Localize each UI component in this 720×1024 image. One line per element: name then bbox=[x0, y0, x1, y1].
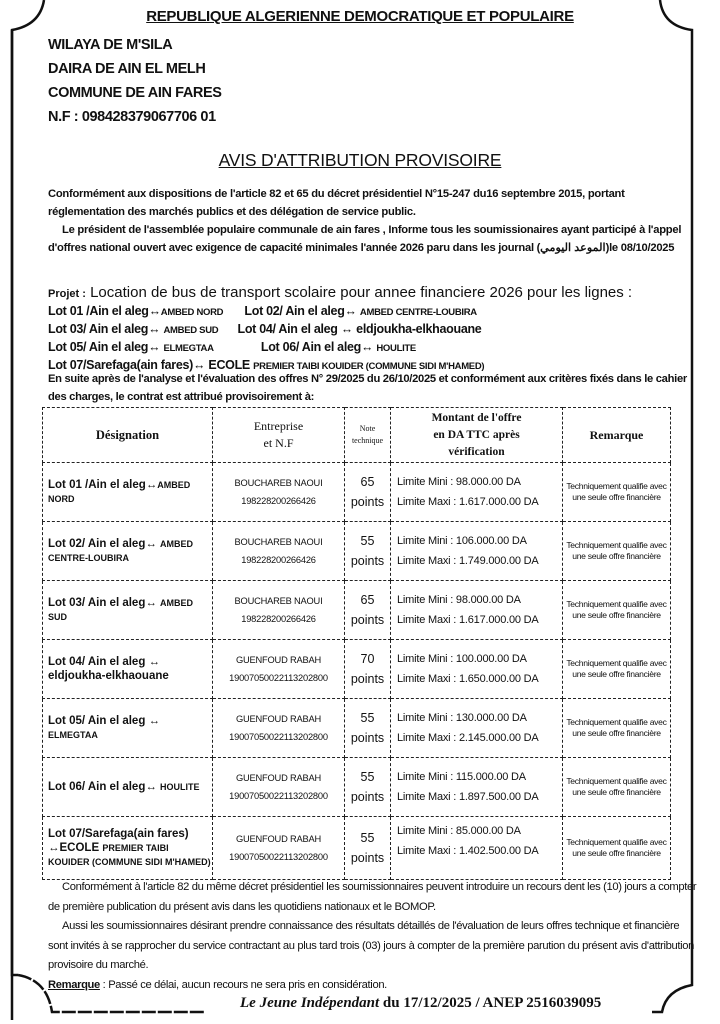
lot-item: Lot 01 /Ain el aleg↔AMBED NORD bbox=[48, 304, 224, 318]
wilaya-line: WILAYA DE M'SILA bbox=[48, 37, 173, 53]
cell-remarque: Techniquement qualifie avec une seule offre financière bbox=[563, 522, 671, 581]
remarque-label: Remarque bbox=[48, 978, 100, 991]
projet-label: Projet : bbox=[48, 288, 86, 300]
lots-list bbox=[48, 303, 708, 375]
cell-montant: Limite Mini : 130.000.00 DA Limite Maxi : 2.145.000.00 DA bbox=[391, 699, 563, 758]
cell-remarque: Techniquement qualifie avec une seule offre financière bbox=[563, 699, 671, 758]
cell-remarque: Techniquement qualifie avec une seule offre financière bbox=[563, 463, 671, 522]
intro-paragraph-2: Le président de l'assemblée populaire communale de ain fares , Informe tous les soumissionaires ayant participé à l'appel d'offres national ouvert avec exigence de capacité minimales l'année 2026 paru dans les journal (الموعد اليومي)le 08/10/2025 bbox=[48, 224, 682, 254]
cell-montant: Limite Mini : 100.000.00 DA Limite Maxi : 1.650.000.00 DA bbox=[391, 640, 563, 699]
col-note-technique: Note technique bbox=[345, 408, 391, 463]
table-header-row bbox=[43, 408, 671, 463]
publication-source bbox=[240, 995, 601, 1012]
cell-entreprise: GUENFOUD RABAH 19007050022113202800 bbox=[213, 640, 345, 699]
col-montant: Montant de l'offre en DA TTC après vérification bbox=[391, 408, 563, 463]
cell-remarque: Techniquement qualifie avec une seule offre financière bbox=[563, 758, 671, 817]
cell-note: 55 points bbox=[345, 758, 391, 817]
cell-designation: Lot 04/ Ain el aleg ↔ eldjoukha-elkhaouane bbox=[43, 640, 213, 699]
cell-montant: Limite Mini : 98.000.00 DA Limite Maxi : 1.617.000.00 DA bbox=[391, 581, 563, 640]
cell-designation: Lot 02/ Ain el aleg↔ AMBED CENTRE-LOUBIRA bbox=[43, 522, 213, 581]
newspaper-name: Le Jeune Indépendant bbox=[240, 995, 380, 1011]
administrative-header bbox=[48, 33, 222, 129]
cell-designation: Lot 05/ Ain el aleg ↔ ELMEGTAA bbox=[43, 699, 213, 758]
lot-item: Lot 03/ Ain el aleg↔ AMBED SUD bbox=[48, 322, 219, 336]
col-remarque: Remarque bbox=[563, 408, 671, 463]
lot-item: Lot 04/ Ain el aleg ↔ eldjoukha-elkhaouane bbox=[237, 322, 482, 336]
projet-text: Location de bus de transport scolaire pour annee financiere 2026 pour les lignes : bbox=[90, 284, 633, 301]
attribution-table bbox=[42, 407, 671, 880]
table-row bbox=[43, 758, 671, 817]
lots-row-2 bbox=[48, 321, 708, 339]
cell-entreprise: GUENFOUD RABAH 19007050022113202800 bbox=[213, 758, 345, 817]
closing-paragraph-1: Conformément à l'article 82 du même décret présidentiel les soumissionnaires peuvent introduire un recours dent les (10) jours a compter de première publication du présent avis dans les quotidiens nationaux et le BOMOP. bbox=[48, 881, 697, 913]
cell-note: 65 points bbox=[345, 581, 391, 640]
cell-note: 70 points bbox=[345, 640, 391, 699]
cell-remarque: Techniquement qualifie avec une seule offre financière bbox=[563, 817, 671, 880]
projet-line bbox=[48, 284, 708, 303]
evaluation-text: En suite après de l'analyse et l'évaluation des offres N° 29/2025 du 26/10/2025 et conformément aux critères fixés dans le cahier des charges, le contrat est attribué provisoirement à: bbox=[48, 373, 687, 403]
lots-row-1 bbox=[48, 303, 708, 321]
table-row bbox=[43, 817, 671, 880]
intro-text bbox=[48, 185, 698, 257]
table-row bbox=[43, 581, 671, 640]
remarque-note bbox=[48, 976, 700, 996]
cell-remarque: Techniquement qualifie avec une seule offre financière bbox=[563, 581, 671, 640]
cell-entreprise: GUENFOUD RABAH 19007050022113202800 bbox=[213, 699, 345, 758]
cell-remarque: Techniquement qualifie avec une seule offre financière bbox=[563, 640, 671, 699]
cell-entreprise: BOUCHAREB NAOUI 198228200266426 bbox=[213, 522, 345, 581]
cell-note: 55 points bbox=[345, 699, 391, 758]
cell-entreprise: BOUCHAREB NAOUI 198228200266426 bbox=[213, 581, 345, 640]
cell-montant: Limite Mini : 115.000.00 DA Limite Maxi : 1.897.500.00 DA bbox=[391, 758, 563, 817]
cell-note: 65 points bbox=[345, 463, 391, 522]
lots-row-3 bbox=[48, 339, 708, 357]
cell-designation: Lot 07/Sarefaga(ain fares) ↔ECOLE PREMIER TAIBI KOUIDER (COMMUNE SIDI M'HAMED) bbox=[43, 817, 213, 880]
table-row bbox=[43, 699, 671, 758]
lot-item: Lot 07/Sarefaga(ain fares)↔ ECOLE PREMIER TAIBI KOUIDER (COMMUNE SIDI M'HAMED) bbox=[48, 358, 485, 372]
cell-designation: Lot 03/ Ain el aleg↔ AMBED SUD bbox=[43, 581, 213, 640]
intro-paragraph-1: Conformément aux dispositions de l'article 82 et 65 du décret présidentiel N°15-247 du16 septembre 2015, portant réglementation des marchés publics et des délégation de service public. bbox=[48, 188, 625, 218]
closing-text bbox=[48, 878, 700, 995]
cell-entreprise: BOUCHAREB NAOUI 198228200266426 bbox=[213, 463, 345, 522]
table-row bbox=[43, 522, 671, 581]
lot-item: Lot 02/ Ain el aleg↔ AMBED CENTRE-LOUBIRA bbox=[244, 304, 477, 318]
cell-montant: Limite Mini : 98.000.00 DA Limite Maxi : 1.617.000.00 DA bbox=[391, 463, 563, 522]
page-title: AVIS D'ATTRIBUTION PROVISOIRE bbox=[218, 150, 502, 170]
publication-ref: du 17/12/2025 / ANEP 2516039095 bbox=[379, 995, 602, 1011]
daira-line: DAIRA DE AIN EL MELH bbox=[48, 61, 206, 77]
closing-paragraph-2: Aussi les soumissionnaires désirant prendre connaissance des résultats détaillés de l'évaluation de leurs offres technique et financière sont invités à se rapprocher du service contractant au plus tard trois (03) jours à compter de la première parution du présent avis d'attribution provisoire du marché. bbox=[48, 920, 694, 971]
commune-line: COMMUNE DE AIN FARES bbox=[48, 85, 222, 101]
col-designation: Désignation bbox=[43, 408, 213, 463]
lot-item: Lot 05/ Ain el aleg↔ ELMEGTAA bbox=[48, 340, 214, 354]
projet-section bbox=[48, 284, 708, 375]
republic-heading: REPUBLIQUE ALGERIENNE DEMOCRATIQUE ET POPULAIRE bbox=[146, 8, 574, 25]
cell-designation: Lot 06/ Ain el aleg↔ HOULITE bbox=[43, 758, 213, 817]
cell-note: 55 points bbox=[345, 522, 391, 581]
table-row bbox=[43, 640, 671, 699]
cell-entreprise: GUENFOUD RABAH 19007050022113202800 bbox=[213, 817, 345, 880]
col-entreprise: Entreprise et N.F bbox=[213, 408, 345, 463]
remarque-text: : Passé ce délai, aucun recours ne sera pris en considération. bbox=[99, 978, 387, 991]
cell-montant: Limite Mini : 85.000.00 DA Limite Maxi : 1.402.500.00 DA bbox=[391, 817, 563, 880]
table-row bbox=[43, 463, 671, 522]
cell-montant: Limite Mini : 106.000.00 DA Limite Maxi : 1.749.000.00 DA bbox=[391, 522, 563, 581]
nf-line: N.F : 098428379067706 01 bbox=[48, 109, 216, 125]
cell-note: 55 points bbox=[345, 817, 391, 880]
cell-designation: Lot 01 /Ain el aleg↔AMBED NORD bbox=[43, 463, 213, 522]
lot-item: Lot 06/ Ain el aleg↔ HOULITE bbox=[260, 340, 416, 354]
